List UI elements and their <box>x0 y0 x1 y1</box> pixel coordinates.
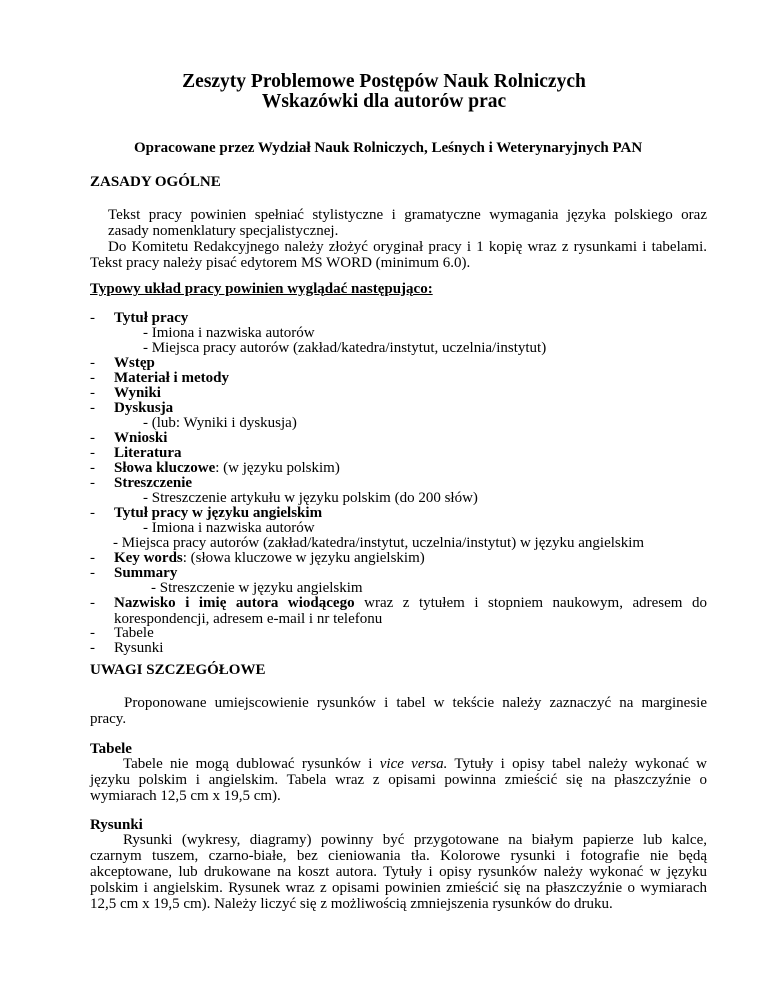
details-p-line2: pracy. <box>90 711 127 727</box>
list-dash: - <box>90 625 95 641</box>
list-dash: - <box>90 355 95 371</box>
general-p2-line1: Do Komitetu Redakcyjnego należy złożyć oryginał pracy i 1 kopię wraz z rysunkami i tabelami. <box>108 239 707 255</box>
list-item-tytul-ang: Tytuł pracy w języku angielskim <box>114 505 323 521</box>
tabele-line1 <box>90 756 707 772</box>
details-heading: UWAGI SZCZEGÓŁOWE <box>90 662 266 678</box>
rysunki-line4: polskim i angielskim. Rysunek wraz z opisami powinien zmieścić się na płaszczyźnie o wymiarach <box>90 880 707 896</box>
document-subtitle: Opracowane przez Wydział Nauk Rolniczych, Leśnych i Weterynaryjnych PAN <box>134 140 643 156</box>
list-item-slowa <box>114 460 340 476</box>
list-item-slowa-label: Słowa kluczowe <box>114 460 216 476</box>
list-subitem: - Miejsca pracy autorów (zakład/katedra/instytut, uczelnia/instytut) w języku angielskim <box>113 535 645 551</box>
list-item-nazwisko-label: Nazwisko i imię autora wiodącego <box>114 595 355 611</box>
rysunki-line1: Rysunki (wykresy, diagramy) powinny być przygotowane na białym papierze lub kalce, <box>123 832 707 848</box>
tabele-line3: wymiarach 12,5 cm x 19,5 cm). <box>90 788 281 804</box>
list-item-tytul: Tytuł pracy <box>114 310 189 326</box>
general-heading: ZASADY OGÓLNE <box>90 174 221 190</box>
layout-heading: Typowy układ pracy powinien wyglądać następująco: <box>90 281 433 297</box>
list-item-streszczenie: Streszczenie <box>114 475 193 491</box>
list-dash: - <box>90 370 95 386</box>
rysunki-paragraph <box>90 832 707 912</box>
list-item-summary: Summary <box>114 565 178 581</box>
list-item-keywords <box>114 550 425 566</box>
list-item-keywords-rest: : (słowa kluczowe w języku angielskim) <box>182 550 425 566</box>
list-dash: - <box>90 505 95 521</box>
general-paragraph-2 <box>90 239 707 271</box>
general-p1-line1: Tekst pracy powinien spełniać stylistyczne i gramatyczne wymagania języka polskiego oraz <box>108 207 707 223</box>
list-subitem: - Streszczenie w języku angielskim <box>151 580 363 596</box>
tabele-heading: Tabele <box>90 741 132 757</box>
list-item-nazwisko-rest: wraz z tytułem i stopniem naukowym, adresem do <box>354 595 707 611</box>
list-item-slowa-rest: : (w języku polskim) <box>215 460 340 476</box>
list-item-keywords-label: Key words <box>114 550 183 566</box>
rysunki-line3: akceptowane, lub drukowane na koszt autora. Tytuły i opisy rysunków należy wykonać w języku <box>90 864 707 880</box>
general-paragraph-1 <box>90 207 707 239</box>
list-item-literatura: Literatura <box>114 445 182 461</box>
list-dash: - <box>90 565 95 581</box>
tabele-line2: języku polskim i angielskim. Tabela wraz z opisami powinna zmieścić się na płaszczyźnie o <box>90 772 707 788</box>
list-dash: - <box>90 475 95 491</box>
general-p2-line2: Tekst pracy należy pisać edytorem MS WORD (minimum 6.0). <box>90 255 471 271</box>
list-subitem: - Imiona i nazwiska autorów <box>143 325 315 341</box>
list-dash: - <box>90 310 95 326</box>
list-dash: - <box>90 445 95 461</box>
rysunki-heading: Rysunki <box>90 817 143 833</box>
list-dash: - <box>90 430 95 446</box>
list-subitem: - Imiona i nazwiska autorów <box>143 520 315 536</box>
list-dash: - <box>90 400 95 416</box>
rysunki-line2: czarnym tuszem, czarno-białe, bez cieniowania tła. Kolorowe rysunki i fotografie nie będą <box>90 848 707 864</box>
list-dash: - <box>90 595 95 611</box>
list-item-material: Materiał i metody <box>114 370 229 386</box>
list-subitem: - Miejsca pracy autorów (zakład/katedra/instytut, uczelnia/instytut) <box>143 340 547 356</box>
document-title-line2: Wskazówki dla autorów prac <box>261 91 507 112</box>
list-dash: - <box>90 460 95 476</box>
list-item-nazwisko <box>114 595 707 627</box>
list-item-wnioski: Wnioski <box>114 430 168 446</box>
list-item-nazwisko-line2: korespondencji, adresem e-mail i nr telefonu <box>114 611 383 627</box>
list-item-dyskusja: Dyskusja <box>114 400 174 416</box>
tabele-line1-italic: vice versa. <box>379 756 448 772</box>
list-item-nazwisko-line1 <box>114 595 707 611</box>
list-dash: - <box>90 640 95 656</box>
list-item-wstep: Wstęp <box>114 355 155 371</box>
list-item-rysunki: Rysunki <box>114 640 164 656</box>
list-item-tabele: Tabele <box>114 625 154 641</box>
tabele-line1-b: Tytuły i opisy tabel należy wykonać w <box>447 756 708 772</box>
list-item-wyniki: Wyniki <box>114 385 161 401</box>
list-subitem: - Streszczenie artykułu w języku polskim (do 200 słów) <box>143 490 478 506</box>
details-p-line1: Proponowane umiejscowienie rysunków i tabel w tekście należy zaznaczyć na marginesie <box>124 695 707 711</box>
rysunki-line5: 12,5 cm x 19,5 cm). Należy liczyć się z możliwością zmniejszenia rysunków do druku. <box>90 896 613 912</box>
tabele-paragraph <box>90 756 707 804</box>
tabele-line1-a: Tabele nie mogą dublować rysunków i <box>123 756 380 772</box>
list-subitem: - (lub: Wyniki i dyskusja) <box>143 415 297 431</box>
details-paragraph <box>90 695 707 727</box>
list-dash: - <box>90 550 95 566</box>
document-title-line1: Zeszyty Problemowe Postępów Nauk Rolniczych <box>182 71 586 92</box>
list-dash: - <box>90 385 95 401</box>
general-p1-line2: zasady nomenklatury specjalistycznej. <box>108 223 339 239</box>
